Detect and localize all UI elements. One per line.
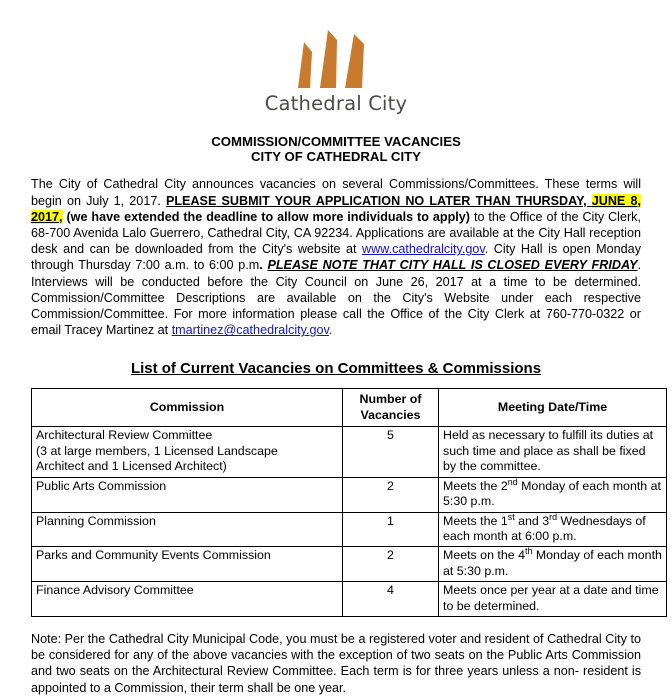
page-title-line2: CITY OF CATHEDRAL CITY: [251, 149, 421, 165]
cell-meeting: [439, 582, 667, 617]
meeting-text-post: Monday of each month at 5:30 p.m.: [443, 548, 662, 578]
deadline-statement: PLEASE SUBMIT YOUR APPLICATION NO LATER THAN THURSDAY,: [165, 193, 592, 208]
cell-vacancies: 5: [343, 427, 439, 477]
ordinal-suffix: nd: [507, 476, 518, 487]
ordinal-suffix-2: rd: [549, 511, 558, 522]
table-row: [32, 582, 667, 617]
intro-text-1: The City of Cathedral City announces vacancies on several Commissions/Committees. These terms will begin on July 1, 2017.: [31, 177, 641, 208]
meeting-text-post: Wednesdays of each month at 6:00 p.m.: [443, 513, 646, 543]
commission-name: Planning Commission: [36, 513, 156, 528]
ordinal-suffix: th: [524, 546, 533, 557]
table-row: [32, 427, 667, 477]
city-website-link[interactable]: www.cathedralcity.gov: [362, 242, 485, 257]
commission-name: Architectural Review Committee: [36, 428, 213, 443]
vacancies-list-heading: List of Current Vacancies on Committees & Commissions: [130, 360, 542, 378]
column-header-commission: Commission: [32, 389, 343, 427]
logo-wordmark: Cathedral City: [264, 92, 408, 115]
table-row: [32, 547, 667, 582]
commission-detail-2: Architect and 1 Licensed Architect): [36, 459, 227, 474]
cell-commission: [32, 547, 343, 582]
page-title-line1: COMMISSION/COMMITTEE VACANCIES: [211, 134, 461, 150]
cell-meeting: [439, 512, 667, 547]
column-header-vacancies: [343, 389, 439, 427]
commission-detail-1: (3 at large members, 1 Licensed Landscape: [36, 443, 278, 458]
city-logo: [31, 0, 641, 114]
commission-name: Parks and Community Events Commission: [36, 548, 271, 563]
intro-text-5: .: [328, 323, 333, 338]
footnote-paragraph: Note: Per the Cathedral City Municipal Code, you must be a registered voter and resident of Cathedral City to be considered for any of the above vacancies with the exception of two seats on the Public Arts Commission and two seats on the Architectural Review Committee. Each term is for three years unless a non- resident is appointed to a Commission, their term shall be one year.: [31, 631, 641, 695]
ordinal-suffix: st: [507, 511, 515, 522]
commission-name: Finance Advisory Committee: [36, 583, 194, 598]
cathedral-spires-icon: [288, 30, 384, 90]
meeting-text: Meets once per year at a date and time to be determined.: [443, 583, 659, 613]
city-hall-closed-notice: PLEASE NOTE THAT CITY HALL IS CLOSED EVERY FRIDAY: [267, 258, 638, 273]
table-header-row: [32, 389, 667, 427]
cell-commission: [32, 512, 343, 547]
cell-vacancies: 2: [343, 547, 439, 582]
cell-commission: [32, 477, 343, 512]
meeting-text-pre: Meets the 1: [443, 513, 508, 528]
deadline-extension-note: (we have extended the deadline to allow more individuals to apply): [62, 209, 470, 224]
meeting-text: Held as necessary to fulfill its duties at such time and place as shall be fixed by the committee.: [443, 428, 654, 474]
intro-text-4: . Interviews will be conducted before the City Council on June 26, 2017 at a time to be determined. Commission/Committee Descriptions are available on the City's Website under each respective Commission/Committee. For more information please call the Office of the City Clerk at 760-770-0322 or email Tracey Martinez at: [31, 258, 642, 338]
meeting-text-mid: and 3: [514, 513, 550, 528]
cell-commission: [32, 582, 343, 617]
cell-commission: [32, 427, 343, 477]
meeting-text-pre: Meets the 2: [443, 478, 508, 493]
deadline-date-highlight-2: 2017,: [31, 209, 63, 224]
intro-text-3: . City Hall is open Monday through Thursday 7:00 a.m. to 6:00 p.m: [31, 242, 641, 273]
page-title: [31, 134, 641, 164]
cell-vacancies: 4: [343, 582, 439, 617]
meeting-text-post: Monday of each month at 5:30 p.m.: [443, 478, 661, 509]
vacancies-table: [31, 388, 667, 616]
cell-meeting: [439, 547, 667, 582]
cell-meeting: [439, 427, 667, 477]
intro-text-2: to the Office of the City Clerk, 68-700 Avenida Lalo Guerrero, Cathedral City, CA 92234. Applications are available at the City Hall reception desk and can be downloaded from the City's website at: [31, 209, 641, 257]
cell-vacancies: 2: [343, 477, 439, 512]
deadline-date-highlight-1: JUNE 8,: [591, 193, 641, 208]
table-body: [32, 427, 667, 616]
commission-name: Public Arts Commission: [36, 478, 167, 493]
table-row: [32, 477, 667, 512]
clerk-email-link[interactable]: tmartinez@cathedralcity.gov: [171, 323, 329, 338]
cell-vacancies: 1: [343, 512, 439, 547]
meeting-text-pre: Meets on the 4: [443, 548, 525, 563]
intro-paragraph: [31, 176, 641, 338]
cell-meeting: [439, 477, 667, 512]
intro-text-3b: .: [259, 258, 268, 273]
column-header-vacancies-line1: Number of: [359, 392, 422, 407]
table-row: [32, 512, 667, 547]
column-header-vacancies-line2: Vacancies: [360, 407, 421, 422]
column-header-meeting: Meeting Date/Time: [439, 389, 667, 427]
